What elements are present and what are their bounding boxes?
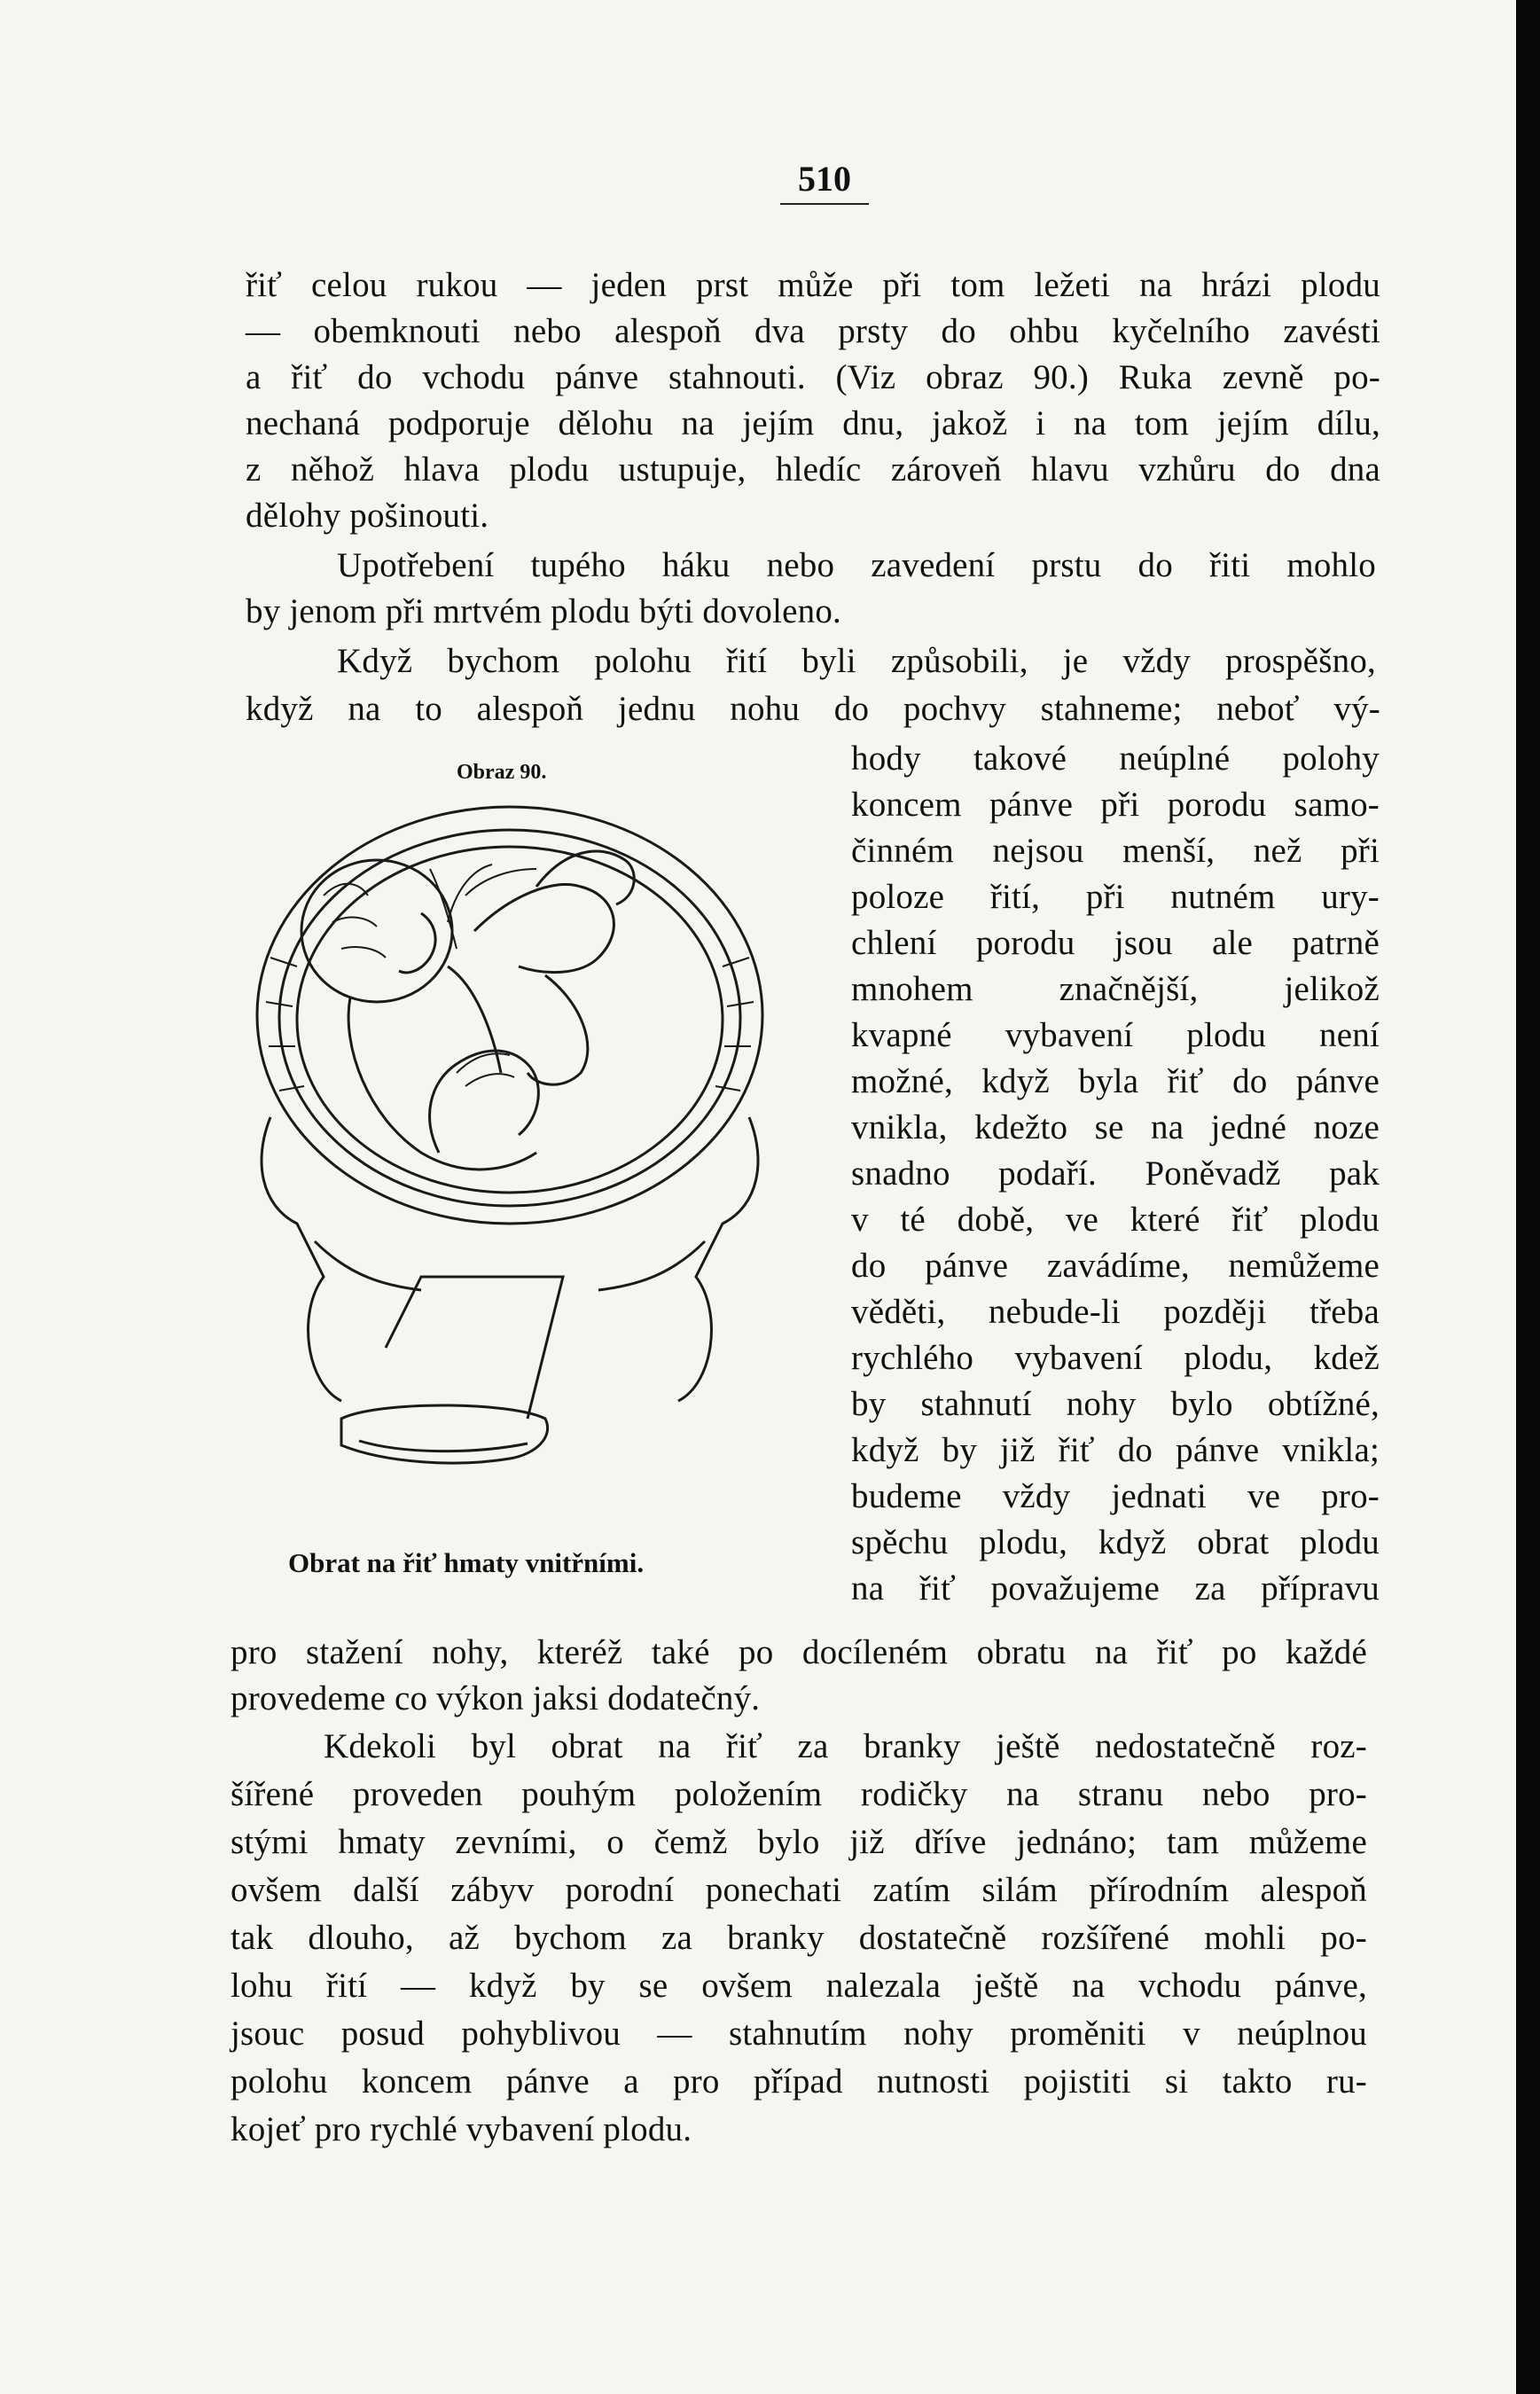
text-line: koncem pánve při porodu samo- xyxy=(851,786,1380,824)
figure-caption: Obrat na řiť hmaty vnitřními. xyxy=(288,1547,645,1578)
text-line: kojeť pro rychlé vybavení plodu. xyxy=(231,2110,692,2148)
figure-title: Obraz 90. xyxy=(457,761,547,784)
text-line: pro stažení nohy, kteréž také po docíleném obratu na řiť po každé xyxy=(231,1633,1367,1671)
text-line: dělohy pošinouti. xyxy=(246,497,489,535)
text-line: Kdekoli byl obrat na řiť za branky ještě nedostatečně roz- xyxy=(324,1727,1367,1765)
text-line: možné, když byla řiť do pánve xyxy=(851,1062,1380,1100)
text-line: poloze řití, při nutném ury- xyxy=(851,878,1380,916)
text-line: kvapné vybavení plodu není xyxy=(851,1016,1380,1054)
text-line: Upotřebení tupého háku nebo zavedení prstu do řiti mohlo xyxy=(337,546,1376,584)
text-line: polohu koncem pánve a pro případ nutnosti pojistiti si takto ru- xyxy=(231,2062,1367,2101)
page-number: 510 xyxy=(780,158,869,205)
text-line: vnikla, kdežto se na jedné noze xyxy=(851,1108,1380,1146)
text-line: snadno podaří. Poněvadž pak xyxy=(851,1154,1380,1193)
text-line: když by již řiť do pánve vnikla; xyxy=(851,1431,1380,1469)
text-line: šířené proveden pouhým položením rodičky na stranu nebo pro- xyxy=(231,1775,1367,1813)
text-line: do pánve zavádíme, nemůžeme xyxy=(851,1247,1380,1285)
text-line: když na to alespoň jednu nohu do pochvy stahneme; neboť vý- xyxy=(246,690,1380,728)
text-line: na řiť považujeme za přípravu xyxy=(851,1569,1380,1608)
text-line: provedeme co výkon jaksi dodatečný. xyxy=(231,1679,761,1717)
scan-edge xyxy=(1516,0,1540,2394)
text-line: z něhož hlava plodu ustupuje, hledíc zároveň hlavu vzhůru do dna xyxy=(246,450,1380,489)
text-line: rychlého vybavení plodu, kdež xyxy=(851,1339,1380,1377)
text-line: nechaná podporuje dělohu na jejím dnu, jakož i na tom jejím dílu, xyxy=(246,404,1380,442)
text-line: Když bychom polohu řití byli způsobili, je vždy prospěšno, xyxy=(337,642,1376,680)
text-line: spěchu plodu, když obrat plodu xyxy=(851,1523,1380,1561)
text-line: by jenom při mrtvém plodu býti dovoleno. xyxy=(246,592,842,630)
text-line: by stahnutí nohy bylo obtížné, xyxy=(851,1385,1380,1423)
figure-illustration xyxy=(244,780,776,1534)
text-line: — obemknouti nebo alespoň dva prsty do ohbu kyčelního zavésti xyxy=(246,312,1380,350)
text-line: činném nejsou menší, než při xyxy=(851,832,1380,870)
text-line: tak dlouho, až bychom za branky dostatečně rozšířené mohli po- xyxy=(231,1919,1367,1957)
text-line: jsouc posud pohyblivou — stahnutím nohy proměniti v neúplnou xyxy=(231,2015,1367,2053)
text-line: v té době, ve které řiť plodu xyxy=(851,1201,1380,1239)
text-line: ovšem další zábyv porodní ponechati zatím silám přírodním alespoň xyxy=(231,1871,1367,1909)
text-line: hody takové neúplné polohy xyxy=(851,739,1380,778)
text-line: chlení porodu jsou ale patrně xyxy=(851,924,1380,962)
text-line: mnohem značnější, jelikož xyxy=(851,970,1380,1008)
text-line: lohu řití — když by se ovšem nalezala ještě na vchodu pánve, xyxy=(231,1967,1367,2005)
text-line: řiť celou rukou — jeden prst může při tom ležeti na hrázi plodu xyxy=(246,266,1380,304)
text-line: věděti, nebude-li později třeba xyxy=(851,1293,1380,1331)
text-line: a řiť do vchodu pánve stahnouti. (Viz obraz 90.) Ruka zevně po- xyxy=(246,358,1380,396)
text-line: budeme vždy jednati ve pro- xyxy=(851,1477,1380,1515)
text-line: stými hmaty zevními, o čemž bylo již dříve jednáno; tam můžeme xyxy=(231,1823,1367,1861)
